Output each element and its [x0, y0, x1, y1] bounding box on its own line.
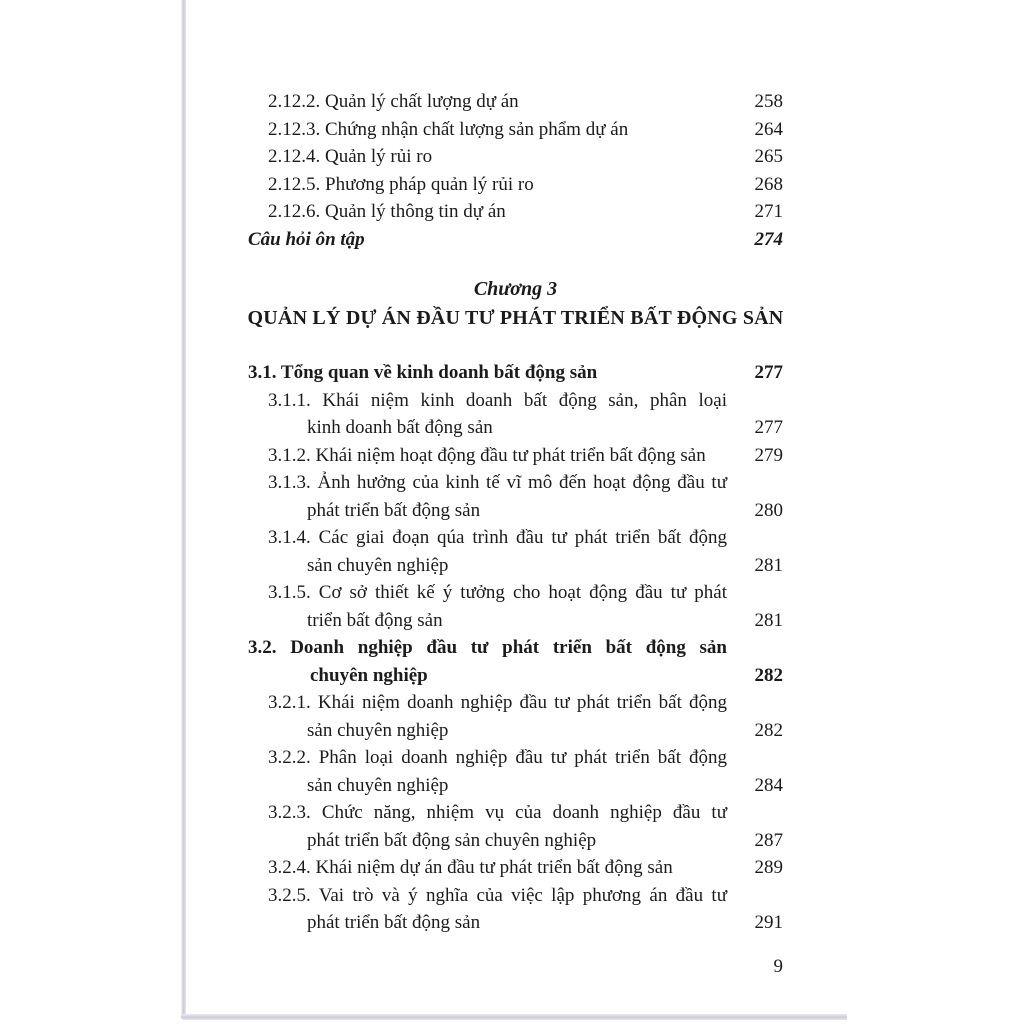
toc-entry [248, 524, 783, 579]
toc-entry-text [268, 143, 727, 171]
toc-entry-text [248, 634, 727, 689]
toc-entry [248, 634, 783, 689]
toc-entry-text [268, 469, 727, 524]
page-number: 9 [773, 956, 783, 977]
toc-entry [248, 88, 783, 116]
toc-entry-line: 3.1.4. Các giai đoạn qúa trình đầu tư phát triển bất động [268, 527, 727, 548]
toc-entry-line: 3.2.2. Phân loại doanh nghiệp đầu tư phát triển bất động [268, 747, 727, 768]
toc-entry-page-number: 274 [754, 228, 783, 250]
toc-entry-text [268, 442, 727, 470]
toc-entry-line: 3.1. Tổng quan về kinh doanh bất động sản [248, 362, 598, 383]
toc-entry-line: 3.2.5. Vai trò và ý nghĩa của việc lập phương án đầu tư [268, 884, 727, 906]
toc-entry-line: 2.12.3. Chứng nhận chất lượng sản phẩm dự án [268, 118, 629, 140]
toc-entry-text [268, 579, 727, 634]
toc-entry-page-number: 281 [754, 554, 783, 576]
toc-entry-line: 3.1.1. Khái niệm kinh doanh bất động sản, phân loại [268, 389, 727, 411]
toc-entry-page-number: 282 [754, 719, 783, 741]
toc-entry-line: 3.2.4. Khái niệm dự án đầu tư phát triển bất động sản [268, 857, 673, 878]
toc-entry-page-number: 258 [754, 91, 783, 112]
toc-entry-line: kinh doanh bất động sản [307, 417, 493, 438]
toc-entry [248, 171, 783, 199]
toc-entry-page-number: 281 [754, 609, 783, 631]
toc-entry [248, 359, 783, 387]
toc-entry-page-number: 289 [754, 857, 783, 878]
toc-entry-line: phát triển bất động sản [307, 499, 481, 521]
page-left-edge-line [181, 0, 186, 1017]
toc-entry [248, 442, 783, 470]
toc-entry-line: 3.2.1. Khái niệm doanh nghiệp đầu tư phát triển bất động [268, 692, 727, 713]
toc-entry-text [268, 744, 727, 799]
toc-entry-page-number: 284 [754, 774, 783, 796]
toc-entry-line: sản chuyên nghiệp [307, 774, 449, 796]
toc-entry-line: sản chuyên nghiệp [307, 554, 449, 576]
toc-entry-text [268, 524, 727, 579]
toc-entry-line: Câu hỏi ôn tập [248, 228, 365, 250]
toc-entry [248, 226, 783, 254]
toc-entry [248, 689, 783, 744]
toc-entry-text [268, 171, 727, 199]
toc-entry [248, 882, 783, 937]
toc-entry-text [268, 198, 727, 226]
toc-entry [248, 387, 783, 442]
toc-entry-line: 3.2. Doanh nghiệp đầu tư phát triển bất động sản [248, 637, 727, 658]
toc-entry-page-number: 265 [754, 146, 783, 167]
toc-entry-text [268, 116, 727, 144]
chapter-title: QUẢN LÝ DỰ ÁN ĐẦU TƯ PHÁT TRIỂN BẤT ĐỘNG SẢN [247, 307, 784, 329]
toc-entry-page-number: 268 [754, 173, 783, 195]
toc-entry-page-number: 277 [754, 417, 783, 438]
toc-entries-bottom [248, 359, 783, 937]
toc-entry-line: 2.12.2. Quản lý chất lượng dự án [268, 91, 519, 112]
toc-entry-line: 3.1.3. Ảnh hưởng của kinh tế vĩ mô đến hoạt động đầu tư [268, 472, 727, 493]
toc-entry [248, 799, 783, 854]
toc-entry-line: phát triển bất động sản chuyên nghiệp [307, 829, 597, 851]
toc-entry-page-number: 271 [754, 201, 783, 222]
toc-entry-line: 3.2.3. Chức năng, nhiệm vụ của doanh nghiệp đầu tư [268, 802, 727, 823]
toc-entry-text [268, 88, 727, 116]
toc-entry [248, 854, 783, 882]
toc-entry-text [248, 359, 727, 387]
chapter-heading [228, 275, 803, 333]
toc-entry [248, 198, 783, 226]
toc-entries-top [248, 88, 783, 253]
toc-entry-page-number: 264 [754, 118, 783, 140]
toc-entry-line: 3.1.5. Cơ sở thiết kế ý tưởng cho hoạt động đầu tư phát [268, 582, 727, 603]
toc-entry-line: 2.12.4. Quản lý rủi ro [268, 146, 433, 167]
table-of-contents [248, 88, 783, 937]
toc-entry-line: triển bất động sản [307, 609, 443, 631]
toc-entry [248, 744, 783, 799]
toc-entry-line: chuyên nghiệp [310, 664, 428, 686]
toc-entry [248, 143, 783, 171]
toc-entry [248, 579, 783, 634]
toc-entry-page-number: 287 [754, 829, 783, 851]
toc-entry-line: sản chuyên nghiệp [307, 719, 449, 741]
toc-entry [248, 116, 783, 144]
chapter-label: Chương 3 [473, 278, 558, 300]
toc-entry-text [268, 689, 727, 744]
toc-entry [248, 469, 783, 524]
toc-entry-text [268, 387, 727, 442]
toc-entry-text [268, 882, 727, 937]
toc-entry-line: 3.1.2. Khái niệm hoạt động đầu tư phát triển bất động sản [268, 444, 706, 466]
toc-entry-page-number: 291 [754, 912, 783, 933]
toc-entry-text [268, 854, 727, 882]
toc-entry-line: 2.12.5. Phương pháp quản lý rủi ro [268, 173, 534, 195]
toc-entry-page-number: 277 [754, 362, 783, 383]
toc-entry-line: phát triển bất động sản [307, 912, 481, 933]
page-bottom-edge-line [181, 1014, 847, 1020]
toc-entry-page-number: 280 [754, 499, 783, 521]
toc-entry-text [268, 799, 727, 854]
toc-entry-page-number: 282 [754, 664, 783, 686]
toc-entry-text [248, 226, 727, 254]
toc-entry-line: 2.12.6. Quản lý thông tin dự án [268, 201, 506, 222]
toc-entry-page-number: 279 [754, 444, 783, 466]
